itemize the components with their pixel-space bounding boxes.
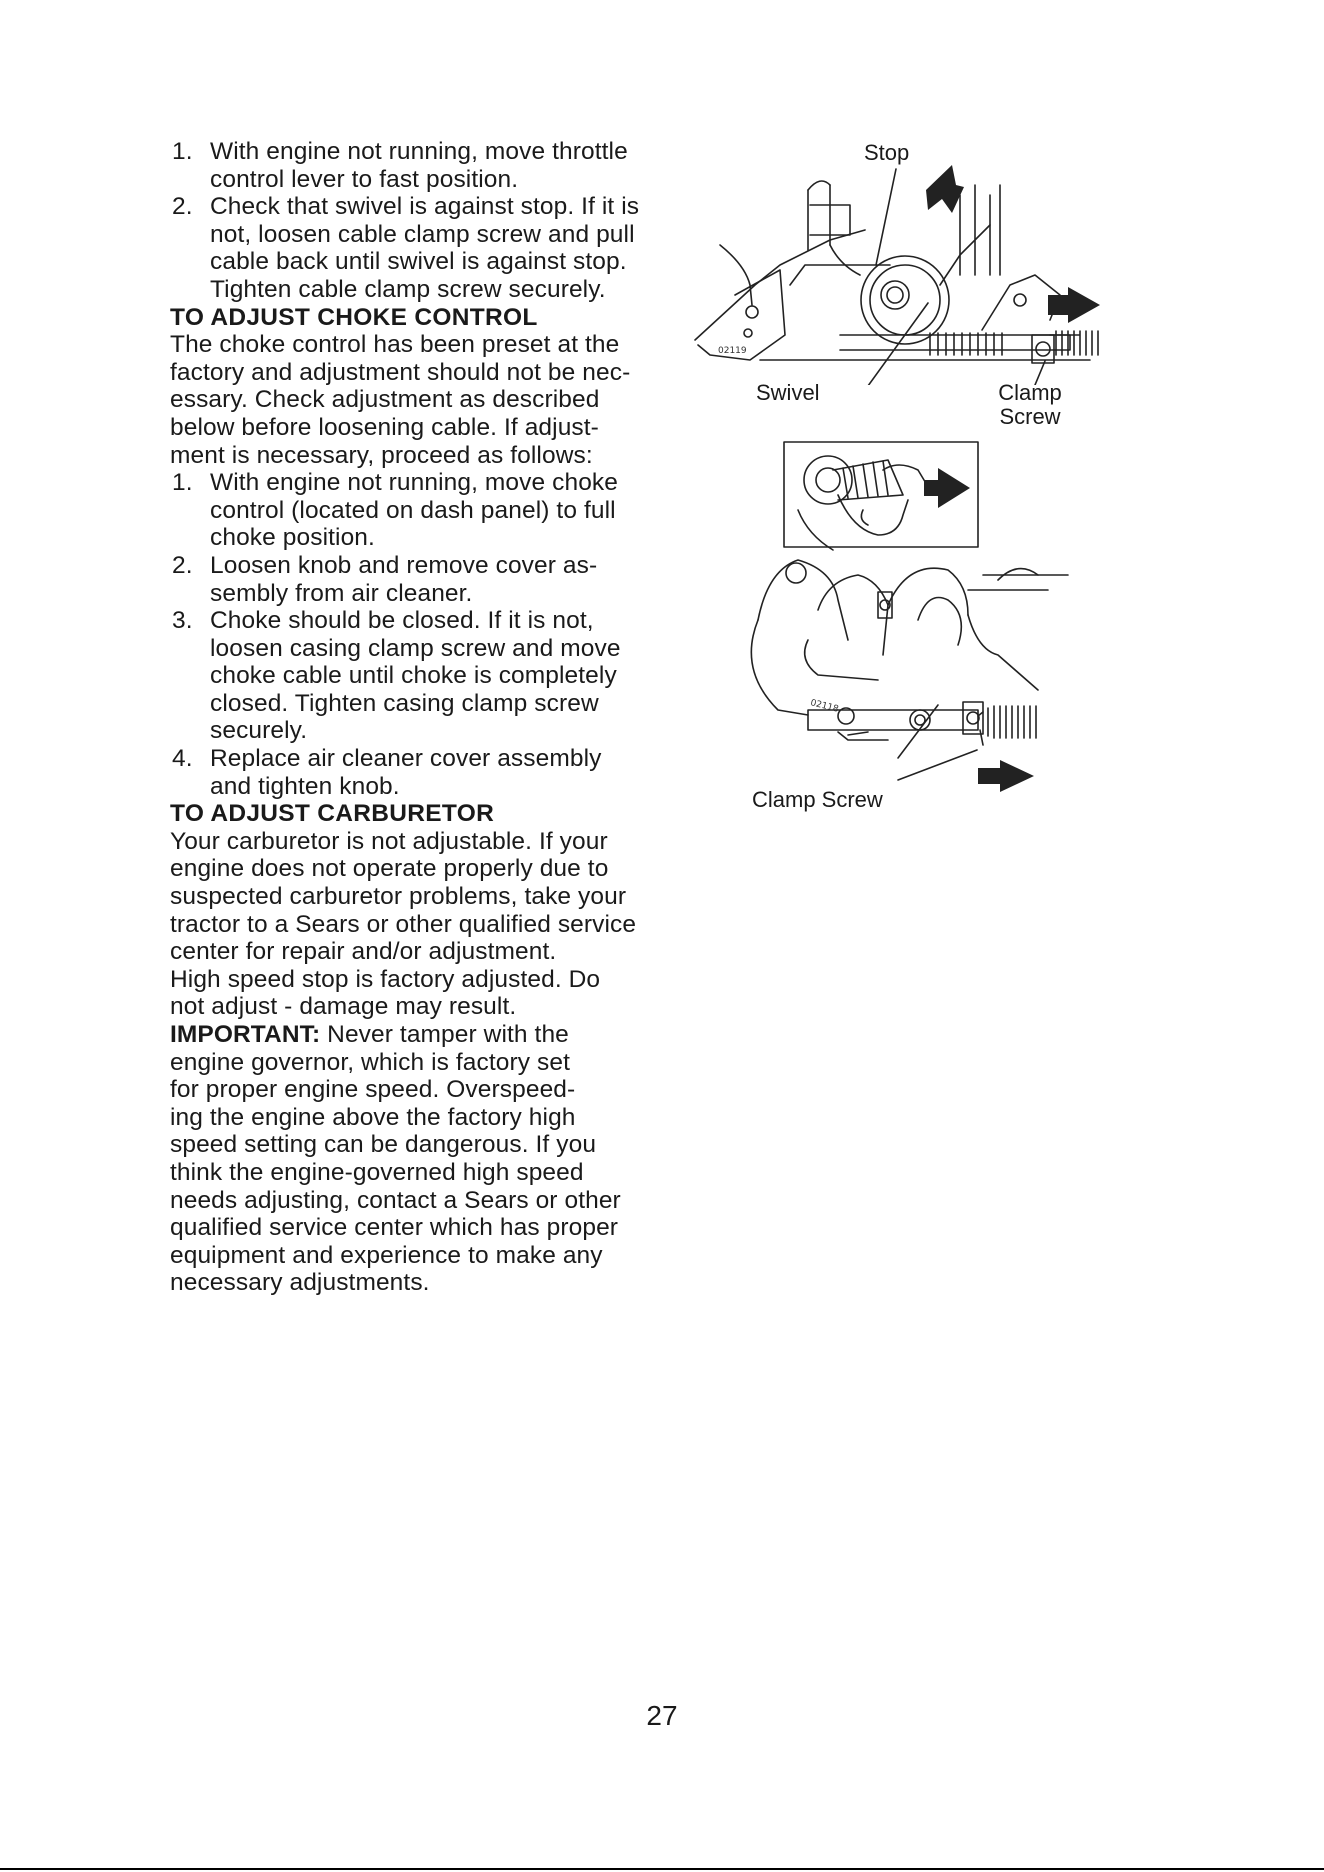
list-item: 3. Choke should be closed. If it is not, loosen casing clamp screw and move choke cable until choke is completely closed. Tighten casing clamp screw securely. bbox=[172, 607, 621, 745]
list-item: 2. Loosen knob and remove cover as- sembly from air cleaner. bbox=[172, 551, 598, 607]
important-paragraph: IMPORTANT: Never tamper with the engine governor, which is factory set for proper engine speed. Overspeed- ing the engine above the factory high speed setting can be dangerous. If you think the engine-governed high speed needs adjusting, contact a Sears or other qualified service center which has proper equipment and experience to make any necessary adjustments. bbox=[170, 1021, 621, 1297]
stop-label: Stop bbox=[864, 140, 910, 165]
page-bottom-rule bbox=[0, 1868, 1324, 1870]
choke-adjustment-figure bbox=[738, 440, 1078, 820]
throttle-steps bbox=[170, 138, 660, 304]
throttle-swivel-figure bbox=[690, 135, 1110, 435]
list-item: 2. Check that swivel is against stop. If it is not, loosen cable clamp screw and pull cable back until swivel is against stop. Tighten cable clamp screw securely. bbox=[172, 193, 640, 303]
clamp-screw-label-bottom: Clamp Screw bbox=[752, 787, 883, 812]
main-text-column bbox=[170, 138, 660, 1297]
list-item: 4. Replace air cleaner cover assembly and tighten knob. bbox=[172, 745, 602, 800]
choke-intro-paragraph: The choke control has been preset at the factory and adjustment should not be nec- essary. Check adjustment as described below before loosening cable. If adjust- ment is necessary, proceed as follows: bbox=[170, 331, 631, 469]
list-item: 1. With engine not running, move choke control (located on dash panel) to full choke position. bbox=[172, 469, 618, 552]
figure-number-bottom: 02118 bbox=[809, 698, 840, 715]
heading-choke: TO ADJUST CHOKE CONTROL bbox=[170, 303, 538, 331]
carburetor-paragraph: Your carburetor is not adjustable. If your engine does not operate properly due to suspected carburetor problems, take your tractor to a Sears or other qualified service center for repair and/or adjustment. High speed stop is factory adjusted. Do not adjust - damage may result. bbox=[170, 827, 637, 1021]
list-item: 1. With engine not running, move throttle control lever to fast position. bbox=[172, 138, 628, 193]
important-label: IMPORTANT: bbox=[170, 1021, 321, 1048]
figure-number-top: 02119 bbox=[718, 346, 747, 356]
swivel-label: Swivel bbox=[756, 380, 820, 405]
choke-steps bbox=[170, 469, 660, 800]
page-number: 27 bbox=[646, 1700, 678, 1731]
heading-carburetor: TO ADJUST CARBURETOR bbox=[170, 800, 495, 828]
throttle-linkage-drawing bbox=[690, 135, 1110, 385]
clamp-screw-label: Clamp Screw bbox=[998, 380, 1062, 429]
choke-cable-drawing bbox=[738, 440, 1078, 810]
